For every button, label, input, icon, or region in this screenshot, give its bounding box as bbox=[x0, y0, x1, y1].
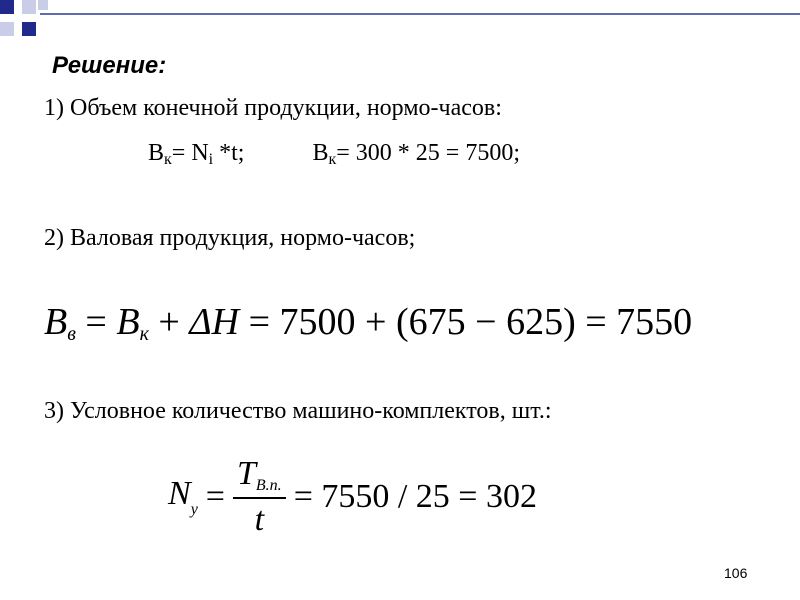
formula-2: $B_в = B_к + \Delta H = 7500 + (675 - 625) = 7550$ bbox=[44, 301, 693, 345]
page-number: 106 bbox=[724, 565, 748, 581]
solution-title: Решение: bbox=[52, 52, 167, 79]
item-3-text: 3) Условное количество машино-комплектов, шт.: bbox=[44, 398, 552, 424]
item-2-text: 2) Валовая продукция, нормо-часов; bbox=[44, 225, 416, 251]
formula-1: $B_к= N_i$ *t; $B_к= 300 * 25 = 7500$; bbox=[148, 140, 521, 168]
fraction: $\frac{T_{B.п.}}{t}$ bbox=[233, 455, 286, 539]
checker-decoration bbox=[0, 0, 800, 42]
formula-3: $N_у$ = $\frac{T_{B.п.}}{t}$ = 7550 / 25 = 302 bbox=[168, 455, 537, 538]
item-1-text: 1) Объем конечной продукции, нормо-часов: bbox=[44, 95, 502, 121]
